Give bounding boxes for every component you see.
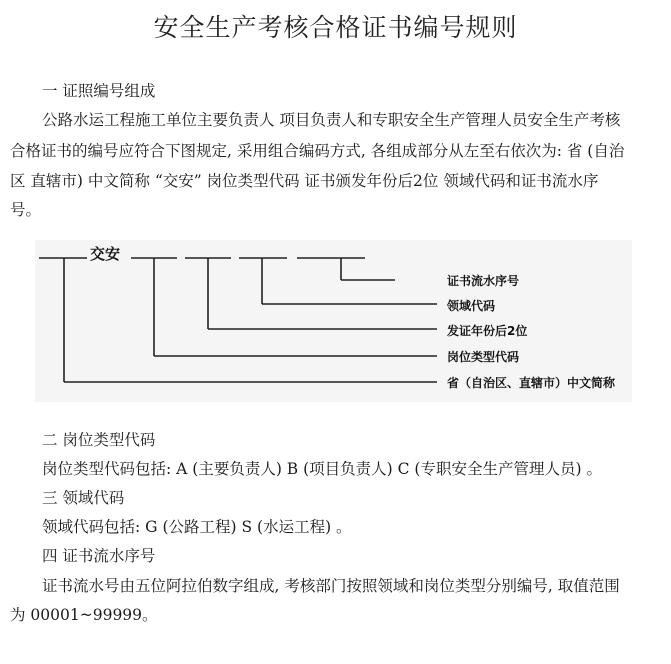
section-1-paragraph-line: 公路水运工程施工单位主要负责人 项目负责人和专职安全生产管理人员安全生产考核 bbox=[42, 111, 621, 129]
section-1-heading: 一 证照编号组成 bbox=[42, 82, 156, 100]
section-2-heading: 二 岗位类型代码 bbox=[42, 431, 156, 449]
certificate-number-diagram bbox=[35, 240, 632, 402]
label-serial-number: 证书流水序号 bbox=[447, 274, 520, 288]
section-4-heading: 四 证书流水序号 bbox=[42, 547, 156, 565]
section-3-text: 领域代码包括: G (公路工程) S (水运工程) 。 bbox=[42, 518, 352, 536]
section-4-text-line: 证书流水号由五位阿拉伯数字组成, 考核部门按照领域和岗位类型分别编号, 取值范围 bbox=[42, 577, 620, 595]
label-post-type-code: 岗位类型代码 bbox=[447, 350, 520, 364]
label-issue-year: 发证年份后2位 bbox=[447, 324, 528, 338]
section-1-paragraph-line: 号。 bbox=[10, 201, 42, 219]
section-3-heading: 三 领域代码 bbox=[42, 489, 125, 507]
section-2-text: 岗位类型代码包括: A (主要负责人) B (项目负责人) C (专职安全生产管理人员) 。 bbox=[42, 460, 602, 478]
section-1-paragraph-line: 合格证书的编号应符合下图规定, 采用组合编码方式, 各组成部分从左至右依次为: 省 (自治 bbox=[10, 142, 625, 160]
section-4-text-line: 为 00001~99999。 bbox=[10, 606, 158, 624]
jiaoan-prefix: 交安 bbox=[90, 245, 121, 263]
page-title: 安全生产考核合格证书编号规则 bbox=[153, 13, 518, 42]
section-1-paragraph-line: 区 直辖市) 中文简称 “交安” 岗位类型代码 证书颁发年份后2位 领域代码和证书流水序 bbox=[10, 172, 599, 190]
label-domain-code: 领域代码 bbox=[447, 299, 496, 313]
label-province-name: 省（自治区、直辖市）中文简称 bbox=[447, 376, 616, 390]
